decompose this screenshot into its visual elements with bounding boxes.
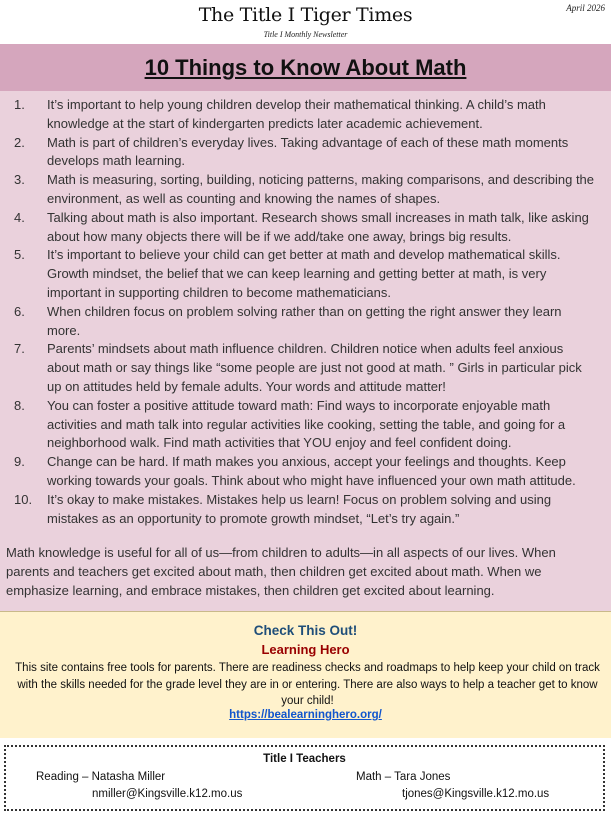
list-item-text: Math is measuring, sorting, building, noticing patterns, making comparisons, and describing the environment, as well as counting and knowing the names of shapes. bbox=[47, 172, 595, 206]
check-this-out-callout bbox=[0, 611, 611, 738]
list-item bbox=[0, 171, 611, 209]
list-item bbox=[0, 209, 611, 247]
callout-body: This site contains free tools for parents. There are readiness checks and roadmaps to help keep your child on track with the skills needed for the grade level they are in or entering. There are also ways to help a teacher get to know your child! bbox=[15, 662, 600, 707]
list-item-text: Parents’ mindsets about math influence children. Children notice when adults feel anxious about math or say things like “some people are just not good at math. ” Girls in particular pick up on attitudes held by female adults. Your words and attitude matter! bbox=[47, 341, 582, 394]
things-list bbox=[0, 96, 611, 528]
list-item-text: It’s okay to make mistakes. Mistakes help us learn! Focus on problem solving and using mistakes as an opportunity to promote growth mindset, “Let’s try again.” bbox=[47, 491, 552, 526]
list-item-text: Talking about math is also important. Research shows small increases in math talk, like asking about how many objects there will be if we add/take one away, brings big results. bbox=[47, 209, 589, 244]
list-item-number: 4. bbox=[14, 209, 25, 225]
list-item-number: 2. bbox=[14, 134, 25, 150]
list-item bbox=[0, 340, 611, 396]
teachers-title: Title I Teachers bbox=[263, 753, 346, 765]
list-item-text: It’s important to believe your child can get better at math and develop mathematical skills. Growth mindset, the belief that we can keep learning and getting better at math, is very important in supporting children to become mathematicians. bbox=[47, 247, 561, 300]
article-headline: 10 Things to Know About Math bbox=[144, 55, 467, 80]
list-item-number: 10. bbox=[14, 491, 33, 507]
newsletter-title: The Title I Tiger Times bbox=[198, 4, 413, 26]
list-item-text: It’s important to help young children develop their mathematical thinking. A child’s math knowledge at the start of kindergarten predicts later academic achievement. bbox=[47, 97, 546, 131]
list-item-number: 6. bbox=[14, 303, 25, 319]
headline-band bbox=[0, 44, 611, 91]
list-item bbox=[0, 491, 611, 529]
list-item bbox=[0, 134, 611, 172]
reading-teacher-name: Reading – Natasha Miller bbox=[36, 771, 166, 783]
callout-heading: Check This Out! bbox=[253, 623, 358, 638]
list-item-number: 1. bbox=[14, 97, 25, 112]
list-item-number: 3. bbox=[14, 172, 25, 188]
list-item-text: When children focus on problem solving rather than on getting the right answer they learn more. bbox=[47, 303, 562, 338]
newsletter-subtitle: Title I Monthly Newsletter bbox=[263, 30, 348, 39]
list-item bbox=[0, 96, 611, 134]
teachers-box bbox=[4, 745, 605, 811]
list-item-number: 7. bbox=[14, 341, 25, 357]
callout-subheading: Learning Hero bbox=[261, 642, 350, 657]
math-teacher-email: tjones@Kingsville.k12.mo.us bbox=[402, 788, 550, 800]
list-item-number: 8. bbox=[14, 397, 25, 413]
list-item-text: You can foster a positive attitude toward math: Find ways to incorporate enjoyable math activities and math talk into regular activities like cooking, setting the table, and going for a neighborhood walk. Find math activities that YOU enjoy and feel confident doing. bbox=[47, 397, 566, 451]
article-section bbox=[0, 44, 611, 611]
list-item bbox=[0, 246, 611, 302]
list-item-number: 5. bbox=[14, 247, 25, 263]
list-item bbox=[0, 397, 611, 453]
list-item-text: Change can be hard. If math makes you anxious, accept your feelings and thoughts. Keep working towards your goals. Think about who might have influenced your own math attitude. bbox=[47, 454, 576, 488]
learning-hero-link[interactable]: https://bealearninghero.org/ bbox=[229, 709, 382, 721]
list-item-text: Math is part of children’s everyday lives. Taking advantage of each of these math moments develops math learning. bbox=[47, 134, 569, 169]
reading-teacher-email: nmiller@Kingsville.k12.mo.us bbox=[92, 788, 243, 800]
issue-date: April 2026 bbox=[566, 3, 605, 13]
masthead bbox=[0, 0, 611, 44]
list-item bbox=[0, 453, 611, 491]
list-item-number: 9. bbox=[14, 454, 25, 470]
list-item bbox=[0, 303, 611, 341]
article-summary: Math knowledge is useful for all of us—from children to adults—in all aspects of our lives. When parents and teachers get excited about math, then children get excited about math. When we emphasize learning, and embrace mistakes, then children get excited about learning. bbox=[6, 545, 556, 598]
math-teacher-name: Math – Tara Jones bbox=[356, 771, 451, 783]
